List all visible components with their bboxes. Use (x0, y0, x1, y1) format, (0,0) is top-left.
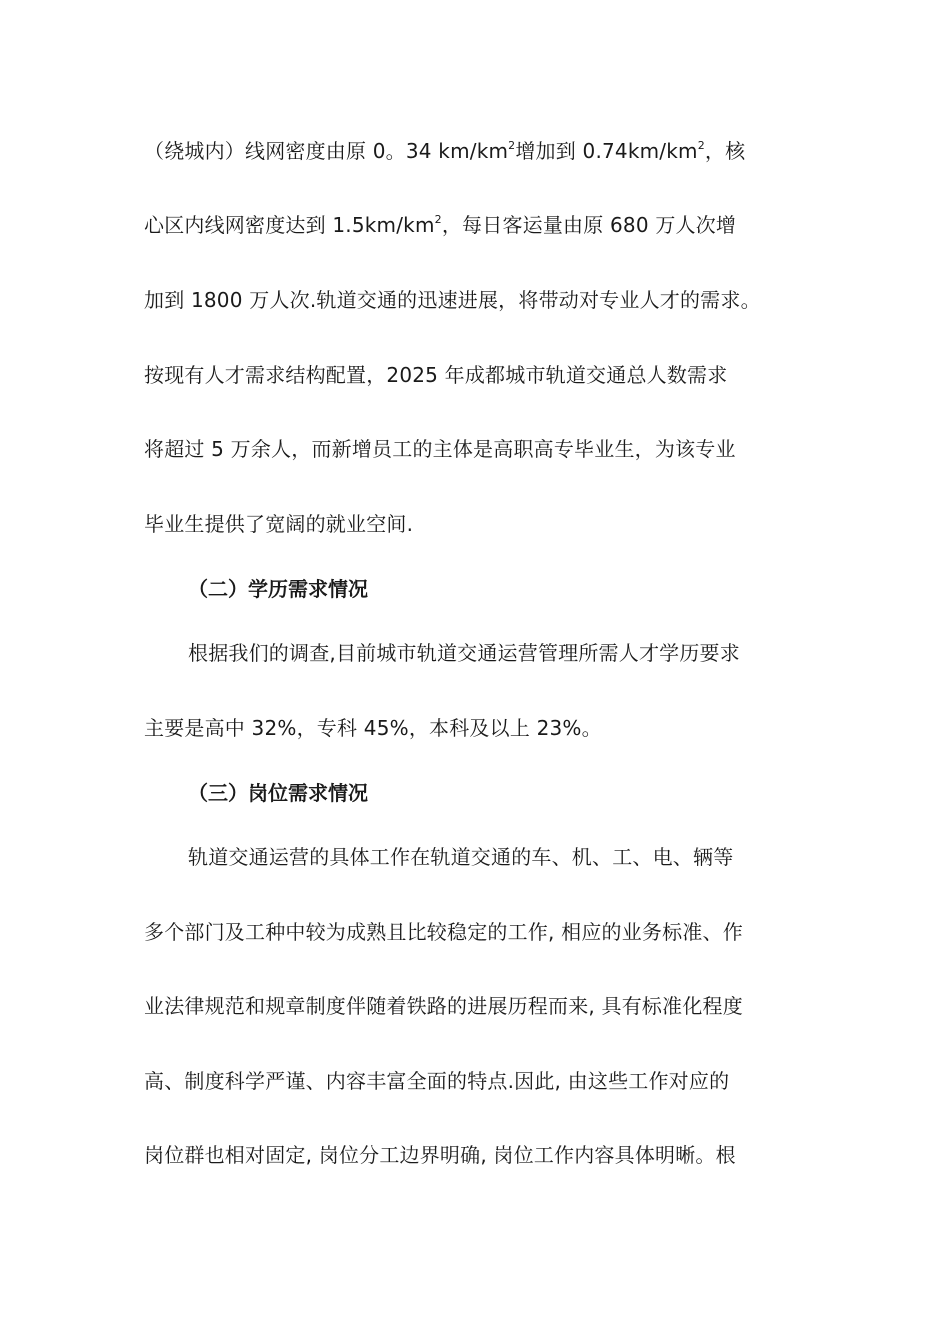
paragraph-2-line-1: 根据我们的调查,目前城市轨道交通运营管理所需人才学历要求 (188, 641, 740, 665)
text-segment: （绕城内）线网密度由原 0。34 km/km (144, 139, 509, 163)
text-segment: ，核 (704, 139, 746, 163)
paragraph-1-line-2 (144, 213, 824, 237)
paragraph-3-line-5: 岗位群也相对固定, 岗位分工边界明确, 岗位工作内容具体明晰。根 (144, 1143, 736, 1167)
paragraph-3-line-1: 轨道交通运营的具体工作在轨道交通的车、机、工、电、辆等 (188, 845, 734, 869)
text-segment: ，每日客运量由原 680 万人次增 (441, 213, 737, 237)
superscript: 2 (697, 139, 705, 152)
paragraph-2-line-2: 主要是高中 32%，专科 45%，本科及以上 23%。 (144, 716, 602, 740)
paragraph-1-line-6: 毕业生提供了宽阔的就业空间. (144, 512, 414, 536)
paragraph-1-line-1 (144, 139, 824, 163)
paragraph-3-line-4: 高、制度科学严谨、内容丰富全面的特点.因此, 由这些工作对应的 (144, 1069, 730, 1093)
section-heading-2: （二）学历需求情况 (188, 577, 368, 601)
paragraph-1-line-4: 按现有人才需求结构配置，2025 年成都城市轨道交通总人数需求 (144, 363, 728, 387)
paragraph-3-line-3: 业法律规范和规章制度伴随着铁路的进展历程而来, 具有标准化程度 (144, 994, 743, 1018)
text-segment: 增加到 0.74km/km (515, 139, 698, 163)
paragraph-1-line-3: 加到 1800 万人次.轨道交通的迅速进展，将带动对专业人才的需求。 (144, 288, 761, 312)
text-segment: 心区内线网密度达到 1.5km/km (144, 213, 435, 237)
section-heading-3: （三）岗位需求情况 (188, 781, 368, 805)
paragraph-1-line-5: 将超过 5 万余人，而新增员工的主体是高职高专毕业生，为该专业 (144, 437, 736, 461)
paragraph-3-line-2: 多个部门及工种中较为成熟且比较稳定的工作, 相应的业务标准、作 (144, 920, 743, 944)
superscript: 2 (434, 213, 442, 226)
superscript: 2 (508, 139, 516, 152)
